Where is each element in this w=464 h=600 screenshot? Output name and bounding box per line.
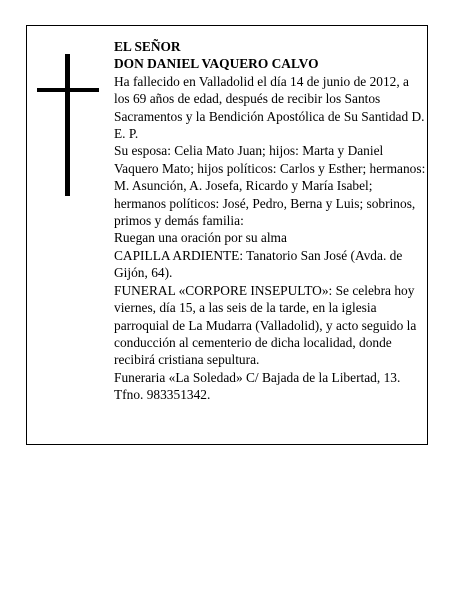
title-line-1: EL SEÑOR [114,39,181,54]
prayer-request: Ruegan una oración por su alma [114,230,287,246]
funeral-info: FUNERAL «CORPORE INSEPULTO»: Se celebra hoy viernes, día 15, a las seis de la tarde, en la iglesia parroquial de La Mudarra (Valladolid), y acto seguido la conducción al cementerio de dicha localidad, donde recibirá cristiana sepultura. [114,282,417,368]
death-statement: Ha fallecido en Valladolid el día 14 de junio de 2012, a los 69 años de edad, después de recibir los Santos Sacramentos y la Bendición Apostólica de Su Santidad D. E. P. [114,73,425,142]
funeral-home-info: Funeraria «La Soledad» C/ Bajada de la Libertad, 13. Tfno. 983351342. [114,369,401,403]
obituary-text [114,38,426,404]
family-list: Su esposa: Celia Mato Juan; hijos: Marta y Daniel Vaquero Mato; hijos políticos: Carlos y Esther; hermanos: M. Asunción, A. Josefa, Ricardo y María Isabel; hermanos políticos: José, Pedro, Berna y Luis; sobrinos, primos y demás familia: [114,143,426,229]
latin-cross-icon [37,54,99,196]
deceased-name: DON DANIEL VAQUERO CALVO [114,56,319,72]
chapel-info: CAPILLA ARDIENTE: Tanatorio San José (Avda. de Gijón, 64). [114,247,403,281]
cross-horizontal-bar [37,88,99,92]
cross-vertical-bar [65,54,70,196]
